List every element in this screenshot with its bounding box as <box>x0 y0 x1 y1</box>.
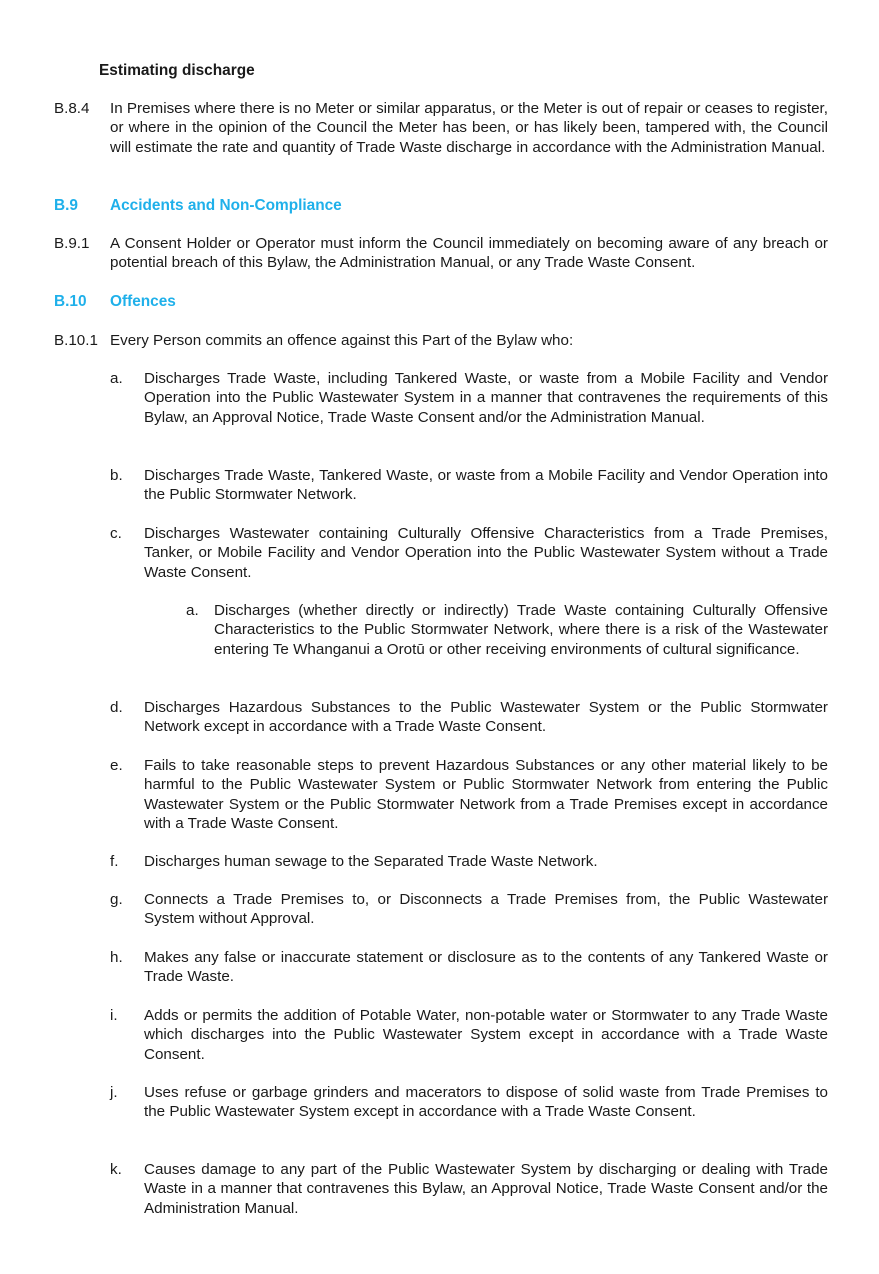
clause-text: Every Person commits an offence against this Part of the Bylaw who: <box>110 332 574 349</box>
item-letter: c. <box>110 525 122 542</box>
item-text: Makes any false or inaccurate statement or disclosure as to the contents of any Tankered Waste or Trade Waste. <box>144 949 828 986</box>
item-text: Uses refuse or garbage grinders and macerators to dispose of solid waste from Trade Premises to the Public Wastewater System except in accordance with a Trade Waste Consent. <box>144 1084 828 1121</box>
item-text: Connects a Trade Premises to, or Disconnects a Trade Premises from, the Public Wastewater System without Approval. <box>144 891 828 928</box>
section-title: Accidents and Non-Compliance <box>110 197 342 214</box>
offence-item-a <box>110 369 828 427</box>
item-letter: b. <box>110 467 123 484</box>
section-title: Offences <box>110 293 176 310</box>
offence-item-k <box>110 1160 828 1218</box>
offence-item-j <box>110 1083 828 1122</box>
offence-item-i <box>110 1006 828 1064</box>
item-letter: e. <box>110 757 123 774</box>
offence-item-b <box>110 466 828 505</box>
item-letter: i. <box>110 1007 118 1024</box>
offence-item-g <box>110 890 828 929</box>
subheading-estimating-discharge: Estimating discharge <box>99 62 255 79</box>
item-letter: j. <box>110 1084 118 1101</box>
clause-text: A Consent Holder or Operator must inform the Council immediately on becoming aware of any breach or potential breach of this Bylaw, the Administration Manual, or any Trade Waste Consent. <box>110 235 828 272</box>
clause-b-8-4 <box>54 99 828 157</box>
item-letter: h. <box>110 949 123 966</box>
offence-item-f <box>110 852 828 871</box>
item-letter: d. <box>110 699 123 716</box>
item-text: Discharges Wastewater containing Culturally Offensive Characteristics from a Trade Premises, Tanker, or Mobile Facility and Vendor Operation into the Public Wastewater System without a Trade Waste Consent. <box>144 525 828 581</box>
item-text: Causes damage to any part of the Public Wastewater System by discharging or dealing with Trade Waste in a manner that contravenes this Bylaw, an Approval Notice, Trade Waste Consent and/or the Administration Manual. <box>144 1161 828 1217</box>
offence-item-c <box>110 524 828 582</box>
item-letter: k. <box>110 1161 122 1178</box>
clause-b-10-1 <box>54 331 828 350</box>
clause-number: B.10.1 <box>54 332 98 349</box>
item-letter: a. <box>110 370 123 387</box>
section-number: B.9 <box>54 197 78 214</box>
offence-item-h <box>110 948 828 987</box>
item-text: Adds or permits the addition of Potable Water, non-potable water or Stormwater to any Trade Waste which discharges into the Public Wastewater System except in accordance with a Trade Waste Consent. <box>144 1007 828 1063</box>
clause-number: B.9.1 <box>54 235 90 252</box>
item-letter: a. <box>186 602 199 619</box>
section-number: B.10 <box>54 293 87 310</box>
item-text: Discharges Trade Waste, including Tankered Waste, or waste from a Mobile Facility and Vendor Operation into the Public Wastewater System in a manner that contravenes the requirements of this Bylaw, an Approval Notice, Trade Waste Consent and/or the Administration Manual. <box>144 370 828 426</box>
item-letter: f. <box>110 853 119 870</box>
item-text: Discharges human sewage to the Separated Trade Waste Network. <box>144 853 598 870</box>
clause-number: B.8.4 <box>54 100 90 117</box>
clause-text: In Premises where there is no Meter or similar apparatus, or the Meter is out of repair or ceases to register, or where in the opinion of the Council the Meter has been, or has likely been, tampered with, the Council will estimate the rate and quantity of Trade Waste discharge in accordance with the Administration Manual. <box>110 100 828 156</box>
item-letter: g. <box>110 891 123 908</box>
offence-subitem-c-a <box>186 601 828 659</box>
item-text: Discharges Trade Waste, Tankered Waste, or waste from a Mobile Facility and Vendor Operation into the Public Stormwater Network. <box>144 467 828 504</box>
offence-item-e <box>110 756 828 834</box>
item-text: Discharges Hazardous Substances to the Public Wastewater System or the Public Stormwater Network except in accordance with a Trade Waste Consent. <box>144 699 828 736</box>
item-text: Discharges (whether directly or indirectly) Trade Waste containing Culturally Offensive Characteristics to the Public Stormwater Network, where there is a risk of the Wastewater entering Te Whanganui a Orotū or other receiving environments of cultural significance. <box>214 602 828 658</box>
item-text: Fails to take reasonable steps to prevent Hazardous Substances or any other material likely to be harmful to the Public Wastewater System or Public Stormwater Network from entering the Public Wastewater System or the Public Stormwater Network from a Trade Premises except in accordance with a Trade Waste Consent. <box>144 757 828 833</box>
clause-b-9-1 <box>54 234 828 273</box>
offence-item-d <box>110 698 828 737</box>
